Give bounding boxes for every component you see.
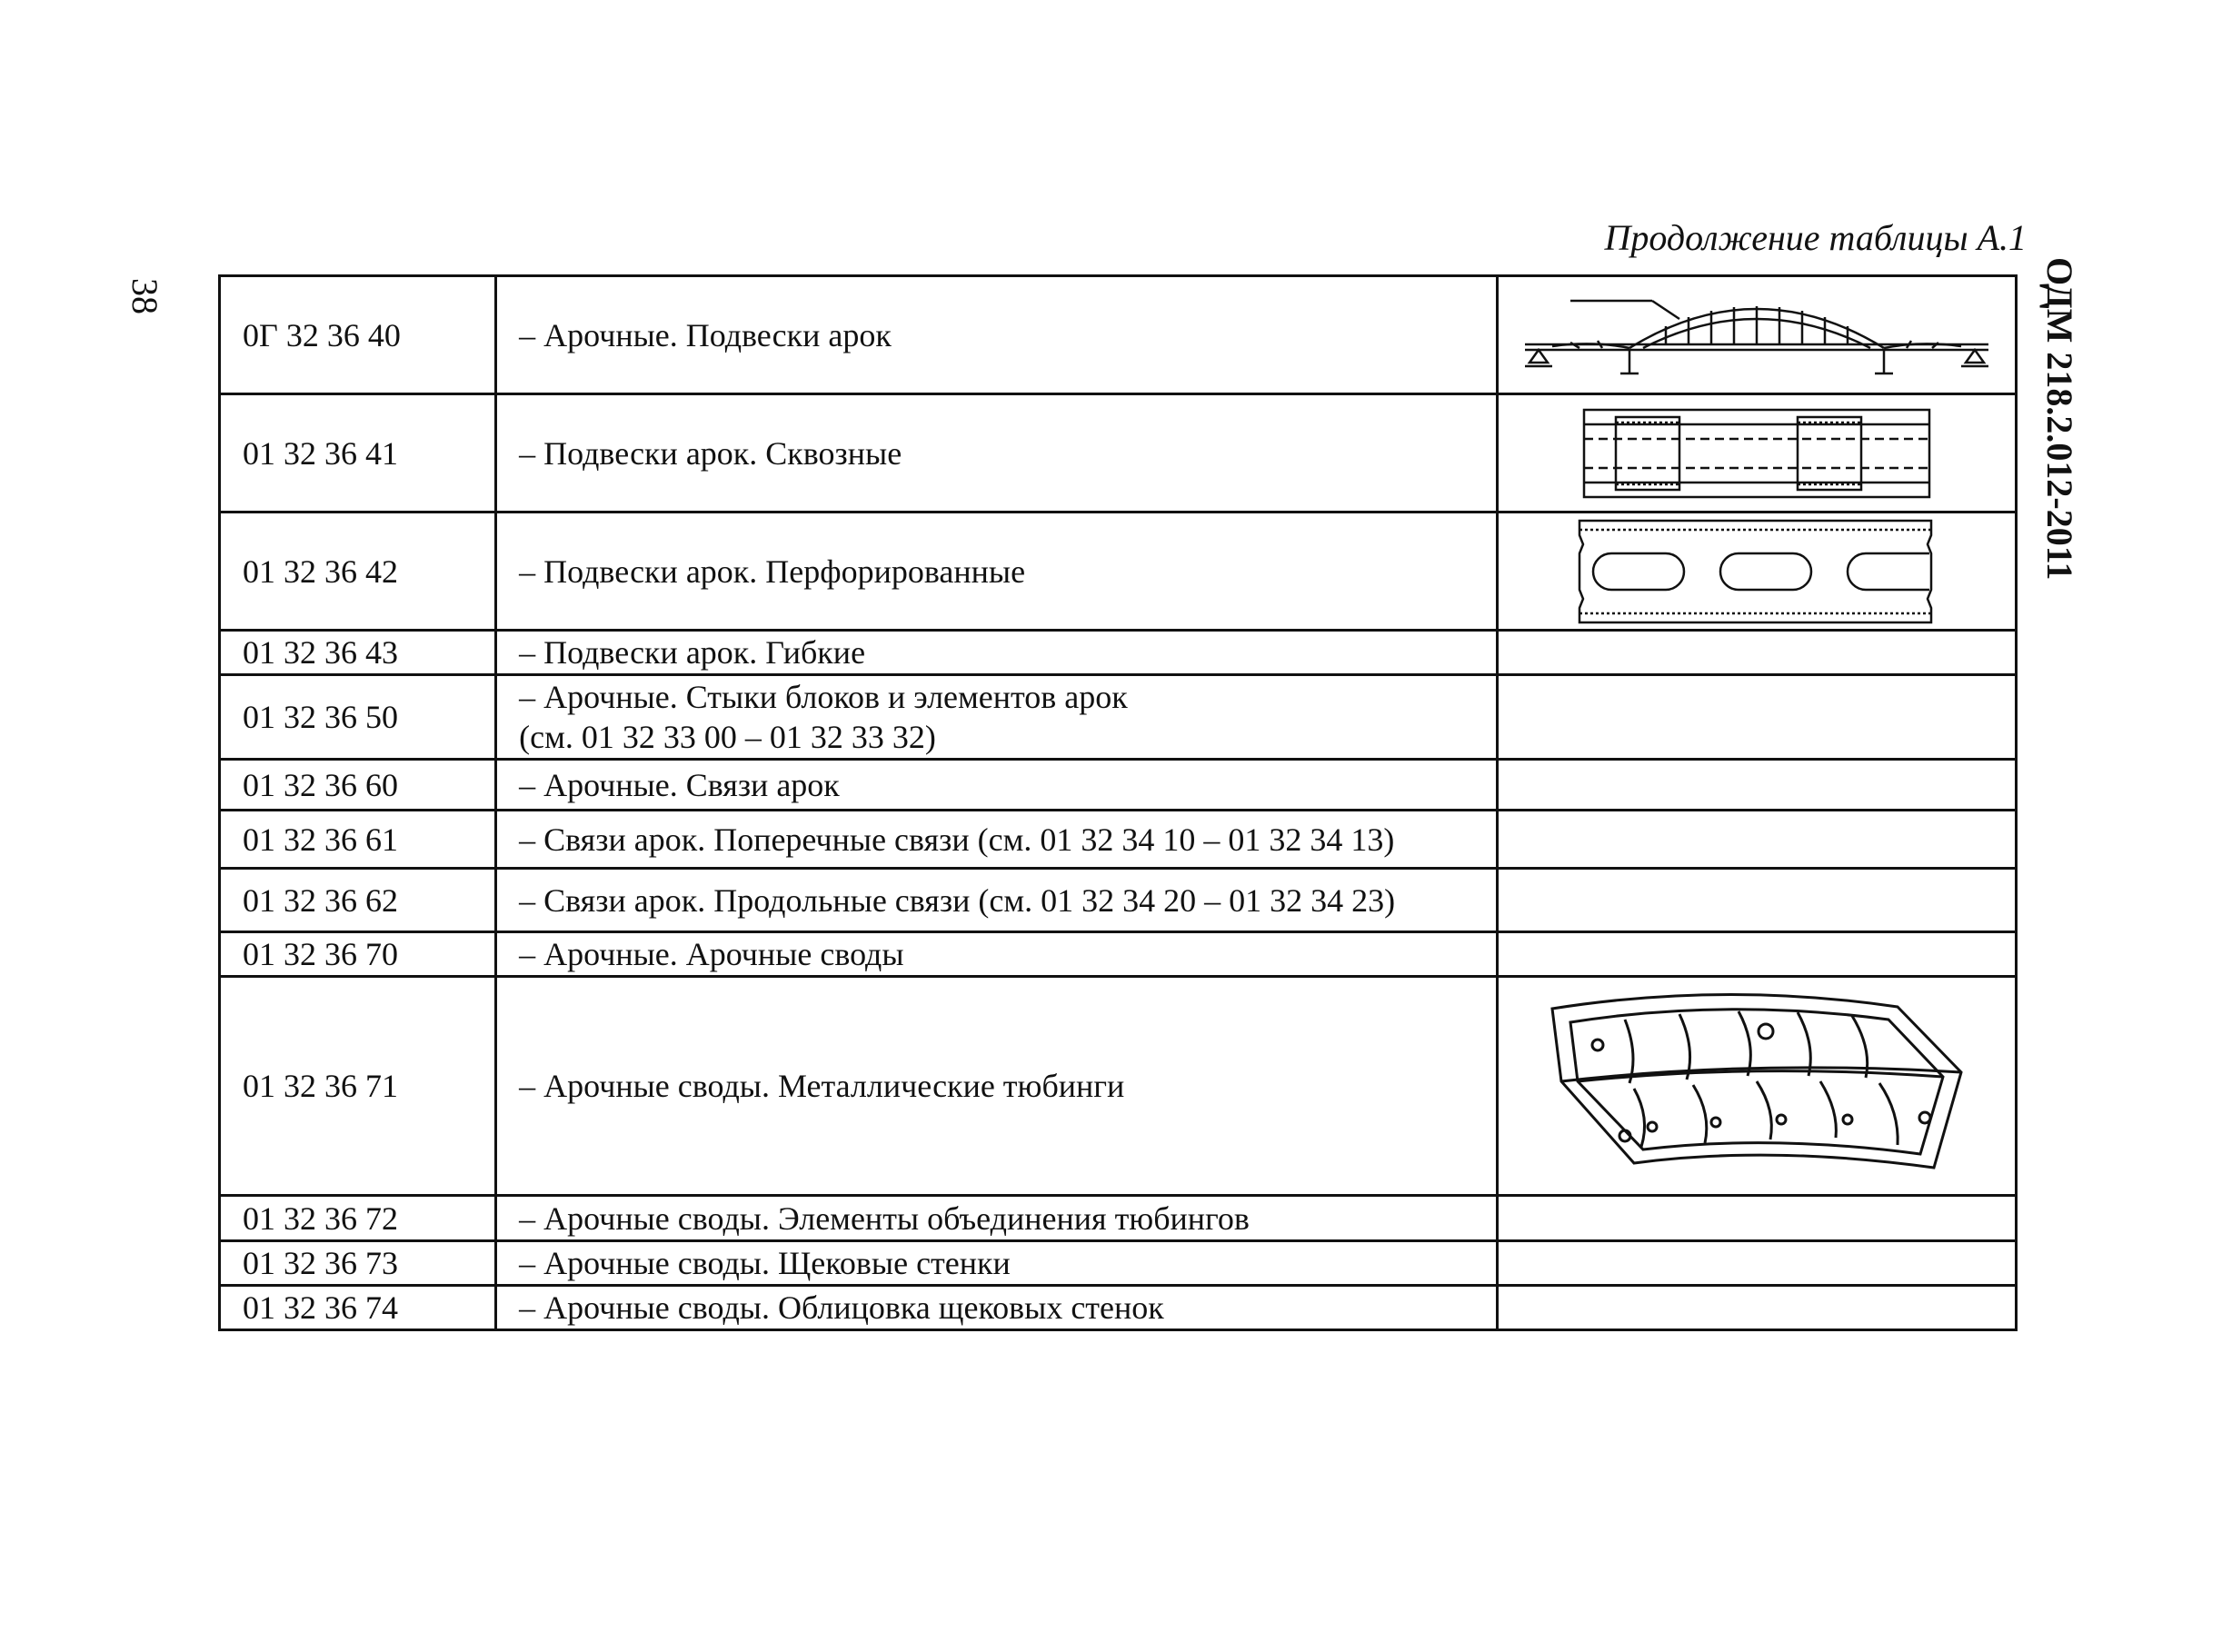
classification-table [218, 274, 2018, 1331]
figure-cell [1498, 1241, 2017, 1286]
table-row [220, 513, 2017, 631]
row-code: 01 32 36 70 [220, 932, 496, 977]
row-description: – Арочные своды. Металлические тюбинги [496, 977, 1498, 1196]
table-row [220, 977, 2017, 1196]
row-description: – Арочные своды. Облицовка щековых стенок [496, 1286, 1498, 1330]
table-row [220, 1286, 2017, 1330]
figure-cell [1498, 1196, 2017, 1241]
figure-cell [1498, 869, 2017, 932]
row-description: – Подвески арок. Гибкие [496, 631, 1498, 675]
row-description: – Арочные. Связи арок [496, 760, 1498, 811]
arch-bridge-drawing [1516, 283, 1998, 387]
table-row [220, 932, 2017, 977]
table-row [220, 394, 2017, 513]
table-row [220, 675, 2017, 760]
table-row [220, 760, 2017, 811]
row-code: 0Г 32 36 40 [220, 276, 496, 394]
perforated-hanger-drawing [1575, 517, 1938, 626]
table-row [220, 1241, 2017, 1286]
row-description: – Арочные своды. Элементы объединения тюбингов [496, 1196, 1498, 1241]
figure-cell [1498, 977, 2017, 1196]
row-description: – Арочные. Подвески арок [496, 276, 1498, 394]
tubing-segment-drawing [1543, 981, 1970, 1190]
row-description: – Подвески арок. Перфорированные [496, 513, 1498, 631]
table-row [220, 1196, 2017, 1241]
row-description: – Арочные. Арочные своды [496, 932, 1498, 977]
row-code: 01 32 36 74 [220, 1286, 496, 1330]
row-description: – Арочные своды. Щековые стенки [496, 1241, 1498, 1286]
figure-cell [1498, 513, 2017, 631]
row-code: 01 32 36 41 [220, 394, 496, 513]
table-row [220, 869, 2017, 932]
row-code: 01 32 36 50 [220, 675, 496, 760]
row-description-line: – Арочные. Стыки блоков и элементов арок [519, 679, 1128, 715]
figure-cell [1498, 675, 2017, 760]
row-code: 01 32 36 72 [220, 1196, 496, 1241]
row-code: 01 32 36 42 [220, 513, 496, 631]
row-description: – Связи арок. Поперечные связи (см. 01 32 34 10 – 01 32 34 13) [496, 811, 1498, 869]
figure-cell [1498, 760, 2017, 811]
row-description [496, 675, 1498, 760]
row-description-line: (см. 01 32 33 00 – 01 32 33 32) [519, 719, 936, 755]
table-row [220, 631, 2017, 675]
figure-cell [1498, 932, 2017, 977]
table-caption: Продолжение таблицы А.1 [1604, 217, 2027, 258]
table-row [220, 276, 2017, 394]
lattice-hanger-drawing [1579, 403, 1934, 504]
document-code: ОДМ 218.2.012-2011 [2039, 257, 2080, 581]
page-number: 38 [125, 278, 165, 314]
figure-cell [1498, 631, 2017, 675]
row-code: 01 32 36 71 [220, 977, 496, 1196]
row-description: – Связи арок. Продольные связи (см. 01 32 34 20 – 01 32 34 23) [496, 869, 1498, 932]
row-code: 01 32 36 60 [220, 760, 496, 811]
row-code: 01 32 36 43 [220, 631, 496, 675]
row-code: 01 32 36 61 [220, 811, 496, 869]
figure-cell [1498, 276, 2017, 394]
row-code: 01 32 36 62 [220, 869, 496, 932]
row-code: 01 32 36 73 [220, 1241, 496, 1286]
table-row [220, 811, 2017, 869]
figure-cell [1498, 1286, 2017, 1330]
row-description: – Подвески арок. Сквозные [496, 394, 1498, 513]
figure-cell [1498, 394, 2017, 513]
figure-cell [1498, 811, 2017, 869]
